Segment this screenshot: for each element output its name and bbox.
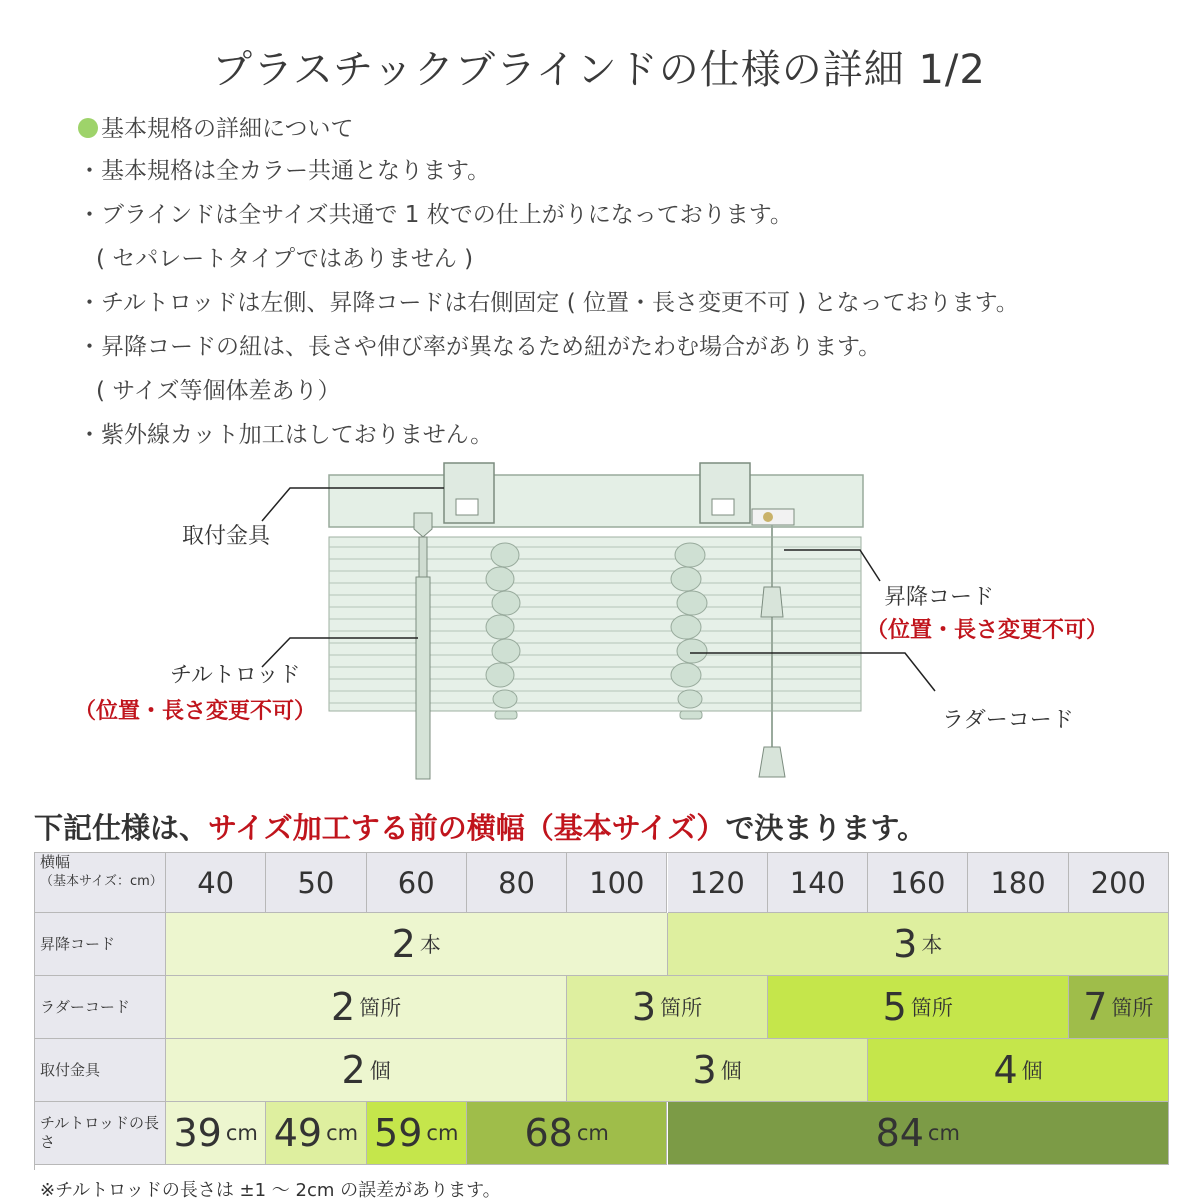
headline-suffix: で決まります。 [725, 811, 927, 845]
spec-cell [1069, 976, 1169, 1039]
spec-value: 39 [173, 1111, 222, 1155]
headline-highlight: サイズ加工する前の横幅（基本サイズ） [208, 811, 726, 845]
spec-unit: 本 [921, 933, 943, 957]
spec-cell [768, 976, 1069, 1039]
label-bracket: 取付金具 [182, 524, 271, 549]
label-lift-cord: 昇降コード [884, 585, 995, 610]
width-value-180: 180 [968, 853, 1068, 913]
spec-value: 84 [875, 1111, 924, 1155]
spec-heading-text: 基本規格の詳細について [101, 116, 354, 142]
spec-unit: 箇所 [1111, 996, 1154, 1020]
spec-cell [166, 913, 668, 976]
row-label: 昇降コード [35, 913, 166, 976]
spec-unit: cm [927, 1121, 960, 1145]
spec-cell [166, 1102, 266, 1165]
spec-line-2: ・ブラインドは全サイズ共通で 1 枚での仕上がりになっております。 [78, 202, 793, 228]
spec-unit: cm [326, 1121, 359, 1145]
spec-unit: cm [426, 1121, 459, 1145]
green-dot-icon [78, 118, 98, 138]
spec-line-6: ( サイズ等個体差あり） [96, 378, 341, 404]
spec-table [34, 852, 1169, 1170]
width-value-120: 120 [668, 853, 768, 913]
spec-line-3: ( セパレートタイプではありません ) [96, 246, 474, 272]
spec-line-5: ・昇降コードの紐は、長さや伸び率が異なるため紐がたわむ場合があります。 [78, 334, 882, 360]
spec-cell [367, 1102, 467, 1165]
spec-unit: 箇所 [359, 996, 402, 1020]
blind-slats [329, 537, 861, 711]
head-rail [329, 463, 863, 527]
spec-value: 3 [631, 985, 657, 1029]
width-header-line2: （基本サイズ：cm） [40, 874, 163, 889]
spec-value: 4 [993, 1048, 1018, 1092]
spec-unit: 箇所 [660, 996, 703, 1020]
spec-value: 2 [391, 922, 416, 966]
spec-cell [668, 1102, 1170, 1165]
width-header [35, 853, 166, 913]
spec-value: 68 [524, 1111, 573, 1155]
spec-unit: 個 [369, 1059, 391, 1083]
spec-headline [34, 806, 926, 847]
spec-cell [166, 976, 567, 1039]
row-label: 取付金具 [35, 1039, 166, 1102]
spec-value: 7 [1083, 985, 1108, 1029]
spec-value: 59 [374, 1111, 423, 1155]
label-tilt-rod-note: （位置・長さ変更不可） [74, 699, 317, 724]
label-lift-cord-note: （位置・長さ変更不可） [866, 618, 1109, 643]
spec-cell [868, 1039, 1169, 1102]
spec-cell [567, 976, 768, 1039]
spec-unit: 本 [419, 933, 441, 957]
spec-unit: 箇所 [910, 996, 953, 1020]
spec-value: 3 [893, 922, 918, 966]
label-tilt-rod: チルトロッド [170, 663, 301, 688]
spec-line-1: ・基本規格は全カラー共通となります。 [78, 158, 491, 184]
width-value-100: 100 [567, 853, 667, 913]
width-value-160: 160 [868, 853, 968, 913]
spec-unit: cm [225, 1121, 258, 1145]
spec-unit: 個 [720, 1059, 742, 1083]
spec-cell [266, 1102, 366, 1165]
row-label: チルトロッドの長さ [35, 1102, 166, 1165]
spec-cell [567, 1039, 868, 1102]
row-label: ラダーコード [35, 976, 166, 1039]
spec-value: 5 [882, 985, 907, 1029]
label-ladder-cord: ラダーコード [942, 708, 1074, 733]
spec-line-4: ・チルトロッドは左側、昇降コードは右側固定 ( 位置・長さ変更不可 ) となっております。 [78, 290, 1019, 316]
spec-value: 2 [331, 985, 356, 1029]
spec-heading [78, 110, 354, 143]
width-value-40: 40 [166, 853, 266, 913]
width-value-50: 50 [266, 853, 366, 913]
width-value-140: 140 [768, 853, 868, 913]
page-title: プラスチックブラインドの仕様の詳細 1/2 [212, 47, 986, 93]
spec-cell [166, 1039, 567, 1102]
footnote: ※チルトロッドの長さは ±1 ～ 2cm の誤差があります。 [40, 1180, 501, 1201]
spec-cell [467, 1102, 668, 1165]
width-value-60: 60 [367, 853, 467, 913]
spec-value: 49 [273, 1111, 323, 1155]
spec-unit: 個 [1021, 1059, 1043, 1083]
width-value-200: 200 [1069, 853, 1169, 913]
width-value-80: 80 [467, 853, 567, 913]
spec-value: 2 [341, 1048, 366, 1092]
width-header-line1: 横幅 [40, 853, 71, 871]
headline-prefix: 下記仕様は、 [34, 811, 209, 845]
spec-value: 3 [692, 1048, 717, 1092]
spec-cell [668, 913, 1170, 976]
spec-line-7: ・紫外線カット加工はしておりません。 [78, 422, 494, 448]
spec-unit: cm [576, 1121, 609, 1145]
